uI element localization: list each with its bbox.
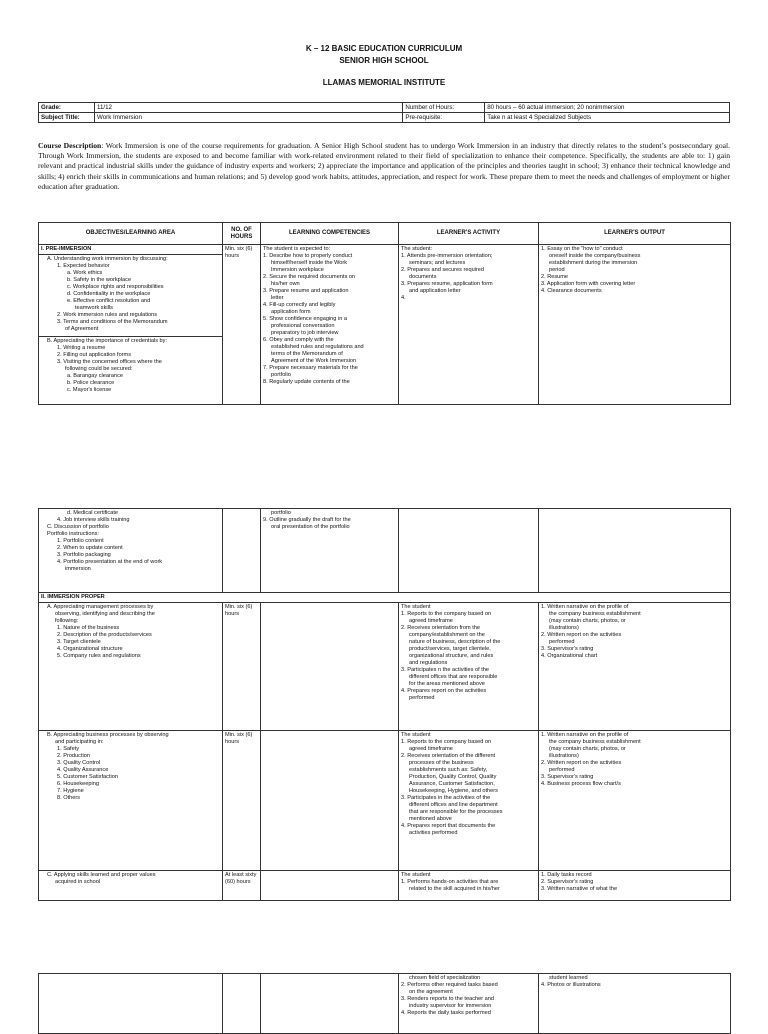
list-item: 4. Portfolio presentation at the end of work — [57, 559, 163, 565]
list-item: 4. — [401, 295, 406, 301]
objective-a-cell — [39, 255, 223, 337]
ii-b-output — [539, 731, 731, 871]
list-item: establishments such as: Safety, — [409, 767, 488, 773]
objective-b-cell — [39, 337, 223, 405]
list-item: 4. Reports the daily tasks performed — [401, 1010, 491, 1016]
list-item: 3. Participates in the activities of the — [401, 795, 491, 801]
header-competencies: LEARNING COMPETENCIES — [261, 223, 399, 245]
list-item: 6. Obey and comply with the — [263, 337, 334, 343]
empty-cell — [261, 974, 399, 1034]
list-item: different offices and line department — [409, 802, 498, 808]
list-item: 1. Performs hands-on activities that are — [401, 879, 499, 885]
curriculum-table-page-1 — [38, 222, 731, 405]
list-item: b. Police clearance — [67, 380, 115, 386]
list-item: the company business establishment — [549, 611, 641, 617]
list-item: illustrations) — [549, 625, 579, 631]
list-item: b. Safety in the workplace — [67, 277, 132, 283]
prereq-label: Pre-requisite: — [403, 113, 485, 123]
list-item: organizational structure, and rules — [409, 653, 494, 659]
list-item: industry supervisor for immersion — [409, 1003, 492, 1009]
list-item: different offices that are responsible — [409, 674, 498, 680]
list-item: 3. Portfolio packaging — [57, 552, 111, 558]
list-item: 4. Photos or illustrations — [541, 982, 601, 988]
list-item: 3. Application form with covering letter — [541, 281, 636, 287]
list-item: and regulations — [409, 660, 448, 666]
list-item: e. Effective conflict resolution and — [67, 298, 151, 304]
list-item: The student is expected to: — [263, 246, 331, 252]
list-item: activities performed — [409, 830, 458, 836]
list-item: 7. Hygiene — [57, 788, 84, 794]
empty-cell — [223, 509, 261, 593]
list-item: performed — [409, 695, 435, 701]
institute-name: LLAMAS MEMORIAL INSTITUTE — [322, 78, 446, 87]
list-item: 2. Filling out application forms — [57, 352, 131, 358]
list-item: 3. Prepare resume and application — [263, 288, 349, 294]
list-item: Immersion workplace — [271, 267, 324, 273]
hours-text: Min. six (6) hours — [225, 246, 253, 259]
list-item: 1. Describe how to properly conduct — [263, 253, 353, 259]
empty-cell — [223, 974, 261, 1034]
ii-c-activity — [399, 871, 539, 901]
list-item: 5. Show confidence engaging in a — [263, 316, 347, 322]
list-item: 4. Fill-up correctly and legibly — [263, 302, 336, 308]
list-item: (may contain charts, photos, or — [549, 618, 626, 624]
list-item: agreed timeframe — [409, 746, 453, 752]
list-item: 1. Written narrative on the profile of — [541, 732, 629, 738]
list-item: that are responsible for the processes — [409, 809, 503, 815]
list-item: c. Mayor's license — [67, 387, 112, 393]
continued-competencies — [261, 509, 399, 593]
section-immersion-proper: II. IMMERSION PROPER — [39, 593, 731, 603]
list-item: related to the skill acquired in his/her — [409, 886, 500, 892]
list-item: B. Appreciating the importance of credentials by: — [47, 338, 168, 344]
ii-b-hours — [223, 731, 261, 871]
list-item: performed — [549, 767, 575, 773]
list-item: 1. Written narrative on the profile of — [541, 604, 629, 610]
list-item: processes of the business — [409, 760, 474, 766]
curriculum-title: K – 12 BASIC EDUCATION CURRICULUM — [305, 44, 463, 53]
list-item: of Agreement — [65, 326, 99, 332]
list-item: seminars; and lectures — [409, 260, 466, 266]
list-item: 2. Secure the required documents on — [263, 274, 356, 280]
list-item: (may contain charts, photos, or — [549, 746, 626, 752]
list-item: 2. Supervisor's rating — [541, 879, 594, 885]
header-activity: LEARNER'S ACTIVITY — [399, 223, 539, 245]
list-item: the company business establishment — [549, 739, 641, 745]
list-item: 1. Expected behavior — [57, 263, 110, 269]
list-item: 6. Housekeeping — [57, 781, 99, 787]
list-item: portfolio — [271, 510, 291, 516]
course-description — [38, 141, 730, 192]
list-item: 4. Job interview skills training — [57, 517, 130, 523]
list-item: 2. Description of the products/services — [57, 632, 152, 638]
list-item: a. Barangay clearance — [67, 373, 123, 379]
list-item: A. Understanding work immersion by discussing: — [47, 256, 168, 262]
pre-immersion-competencies — [261, 245, 399, 405]
list-item: d. Medical certificate — [67, 510, 118, 516]
list-item: 1. Portfolio content — [57, 538, 104, 544]
list-item: following could be secured: — [65, 366, 133, 372]
school-level: SENIOR HIGH SCHOOL — [339, 56, 429, 65]
list-item: oneself inside the company/business — [549, 253, 641, 259]
list-item: preparatory to job interview — [271, 330, 339, 336]
objective-ii-a-cell — [39, 603, 223, 731]
header-hours: NO. OF HOURS — [223, 223, 261, 245]
list-item: 3. Prepares resume, application form — [401, 281, 493, 287]
grade-value: 11/12 — [94, 103, 402, 113]
list-item: teamwork skills — [75, 305, 113, 311]
list-item: 1. Safety — [57, 746, 80, 752]
list-item: agreed timeframe — [409, 618, 453, 624]
list-item: 4. Prepares report that documents the — [401, 823, 496, 829]
prereq-value: Take n at least 4 Specialized Subjects — [485, 113, 730, 123]
subject-label: Subject Title: — [39, 113, 95, 123]
course-info-table — [38, 102, 730, 123]
list-item: establishment during the immersion — [549, 260, 638, 266]
objective-ii-c-cell — [39, 871, 223, 901]
empty-cell — [399, 509, 539, 593]
section-pre-immersion: I. PRE-IMMERSION — [39, 245, 223, 255]
list-item: Portfolio instructions: — [47, 531, 99, 537]
curriculum-table-page-3 — [38, 973, 731, 1034]
hours-text: Min. six (6) hours — [225, 604, 253, 617]
list-item: for the areas mentioned above — [409, 681, 485, 687]
list-item: 1. Nature of the business — [57, 625, 120, 631]
empty-cell — [261, 603, 399, 731]
list-item: 2. Performs other required tasks based — [401, 982, 498, 988]
list-item: 1. Reports to the company based on — [401, 611, 492, 617]
list-item: letter — [271, 295, 284, 301]
list-item: The student — [401, 872, 431, 878]
list-item: B. Appreciating business processes by observing — [47, 732, 169, 738]
list-item: C. Applying skills learned and proper values — [47, 872, 156, 878]
list-item: 4. Organizational chart — [541, 653, 598, 659]
list-item: 2. Written report on the activities — [541, 760, 622, 766]
hours-label: Number of Hours: — [403, 103, 485, 113]
list-item: Production, Quality Control, Quality — [409, 774, 497, 780]
list-item: 2. Work immersion rules and regulations — [57, 312, 158, 318]
objective-ii-b-cell — [39, 731, 223, 871]
hours-text: Min. six (6) hours — [225, 732, 253, 745]
list-item: terms of the Memorandum of — [271, 351, 343, 357]
header-objectives: OBJECTIVES/LEARNING AREA — [39, 223, 223, 245]
list-item: 9. Outline gradually the draft for the — [263, 517, 351, 523]
list-item: and participating in: — [55, 739, 104, 745]
list-item: d. Confidentiality in the workplace — [67, 291, 151, 297]
grade-label: Grade: — [39, 103, 95, 113]
list-item: The student: — [401, 246, 433, 252]
list-item: 7. Prepare necessary materials for the — [263, 365, 358, 371]
list-item: illustrations) — [549, 753, 579, 759]
list-item: 2. Production — [57, 753, 90, 759]
curriculum-table-page-2 — [38, 508, 731, 901]
list-item: 1. Writing a resume — [57, 345, 106, 351]
list-item: A. Appreciating management processes by — [47, 604, 154, 610]
list-item: portfolio — [271, 372, 291, 378]
list-item: performed — [549, 639, 575, 645]
list-item: product/services, target clientele, — [409, 646, 491, 652]
list-item: 3. Visiting the concerned offices where the — [57, 359, 162, 365]
list-item: 2. Resume — [541, 274, 569, 280]
pre-immersion-hours — [223, 245, 261, 405]
list-item: following: — [55, 618, 79, 624]
hours-text: At least sixty (60) hours — [225, 872, 257, 885]
ii-a-hours — [223, 603, 261, 731]
ii-a-output — [539, 603, 731, 731]
list-item: 2. Receives orientation from the — [401, 625, 480, 631]
list-item: 1. Attends pre-immersion orientation; — [401, 253, 493, 259]
list-item: and application letter — [409, 288, 461, 294]
list-item: c. Workplace rights and responsibilities — [67, 284, 164, 290]
continued-activity — [399, 974, 539, 1034]
course-description-label: Course Description — [38, 141, 102, 150]
list-item: 1. Essay on the "how to" conduct — [541, 246, 623, 252]
course-description-text: : Work Immersion is one of the course requirements for graduation. A Senior High School student has to undergo Work Immersion in an industry that directly relates to the student’s postsecondary goal. Through Work Immersion, the students are exposed to and become familiar with work-related environment related to their field of specialization to enhance their competence. Specifically, the students are able to: 1) gain relevant and practical industrial skills under the guidance of industry experts and workers; 2) appreciate the importance and application of the principles and theories taught in school; 3) enhance their technical knowledge and skills; 4) enrich their skills in communications and human relations; and 5) develop good work habits, attitudes, appreciation, and respect for work. These prepare them to meet the needs and challenges of employment or higher education after graduation. — [38, 141, 730, 191]
continued-output — [539, 974, 731, 1034]
list-item: nature of business, description of the — [409, 639, 501, 645]
list-item: 3. Supervisor's rating — [541, 774, 594, 780]
list-item: 2. Receives orientation of the different — [401, 753, 496, 759]
list-item: The student — [401, 732, 431, 738]
list-item: application form — [271, 309, 311, 315]
list-item: 8. Regularly update contents of the — [263, 379, 350, 385]
empty-cell — [261, 731, 399, 871]
objective-c-cell — [39, 509, 223, 593]
list-item: himself/herself inside the Work — [271, 260, 348, 266]
list-item: C. Discussion of portfolio — [47, 524, 109, 530]
list-item: 5. Company rules and regulations — [57, 653, 141, 659]
list-item: 3. Participates n the activities of the — [401, 667, 489, 673]
hours-value: 80 hours – 60 actual immersion; 20 nonimmersion — [485, 103, 730, 113]
ii-a-activity — [399, 603, 539, 731]
list-item: established rules and regulations and — [271, 344, 364, 350]
list-item: 3. Supervisor's rating — [541, 646, 594, 652]
list-item: 5. Customer Satisfaction — [57, 774, 118, 780]
list-item: 4. Clearance documents — [541, 288, 602, 294]
list-item: 4. Business process flow chart/s — [541, 781, 621, 787]
pre-immersion-activity — [399, 245, 539, 405]
ii-b-activity — [399, 731, 539, 871]
list-item: immersion — [65, 566, 91, 572]
subject-value: Work Immersion — [94, 113, 402, 123]
list-item: The student — [401, 604, 431, 610]
list-item: documents — [409, 274, 437, 280]
list-item: period — [549, 267, 565, 273]
list-item: oral presentation of the portfolio — [271, 524, 350, 530]
list-item: chosen field of specialization — [409, 975, 481, 981]
list-item: Agreement of the Work Immersion — [271, 358, 357, 364]
list-item: 4. Prepares report on the activities — [401, 688, 487, 694]
list-item: Assurance, Customer Satisfaction, — [409, 781, 495, 787]
list-item: 4. Organizational structure — [57, 646, 123, 652]
list-item: on the agreement — [409, 989, 453, 995]
list-item: his/her own — [271, 281, 300, 287]
list-item: 2. Prepares and secures required — [401, 267, 485, 273]
list-item: 1. Daily tasks record — [541, 872, 592, 878]
list-item: student learned — [549, 975, 588, 981]
list-item: professional conversation — [271, 323, 335, 329]
list-item: 3. Terms and conditions of the Memorandum — [57, 319, 168, 325]
list-item: acquired in school — [55, 879, 101, 885]
ii-c-hours — [223, 871, 261, 901]
list-item: 1. Reports to the company based on — [401, 739, 492, 745]
list-item: 4. Quality Assurance — [57, 767, 109, 773]
list-item: company/establishment on the — [409, 632, 485, 638]
empty-cell — [261, 871, 399, 901]
list-item: mentioned above — [409, 816, 452, 822]
list-item: 3. Written narrative of what the — [541, 886, 618, 892]
header-output: LEARNER'S OUTPUT — [539, 223, 731, 245]
list-item: Housekeeping, Hygiene, and others — [409, 788, 498, 794]
list-item: a. Work ethics — [67, 270, 103, 276]
list-item: 8. Others — [57, 795, 81, 801]
empty-cell — [39, 974, 223, 1034]
ii-c-output — [539, 871, 731, 901]
list-item: 3. Quality Control — [57, 760, 101, 766]
list-item: 2. When to update content — [57, 545, 123, 551]
list-item: 3. Target clientele — [57, 639, 101, 645]
list-item: 2. Written report on the activities — [541, 632, 622, 638]
pre-immersion-output — [539, 245, 731, 405]
empty-cell — [539, 509, 731, 593]
list-item: 3. Renders reports to the teacher and — [401, 996, 494, 1002]
list-item: observing, identifying and describing the — [55, 611, 155, 617]
